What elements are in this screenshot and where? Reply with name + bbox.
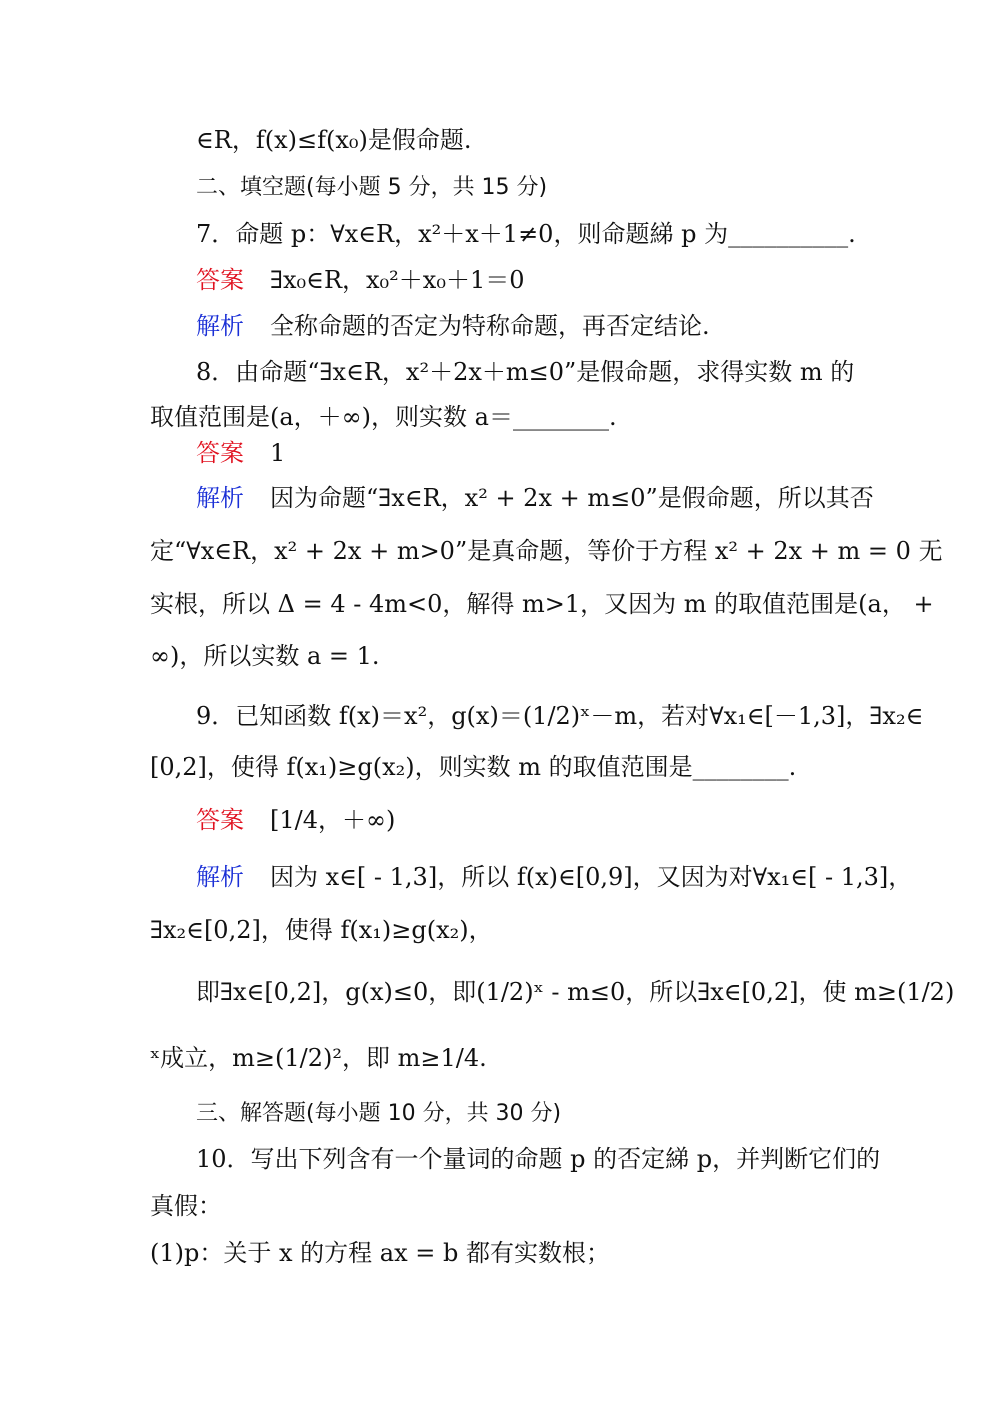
section-heading-solve: 三、解答题(每小题 10 分，共 30 分) xyxy=(196,1101,562,1126)
explanation-label: 解析 xyxy=(196,312,244,340)
explanation-label: 解析 xyxy=(196,863,244,891)
explanation-text: 因为命题“∃x∈R，x² + 2x + m≤0”是假命题，所以其否 xyxy=(270,484,874,512)
explanation-8-line-4: ∞)，所以实数 a = 1. xyxy=(150,642,380,670)
explanation-9-line-4: ˣ成立，m≥(1/2)²，即 m≥1/4. xyxy=(150,1044,487,1072)
explanation-7 xyxy=(196,306,710,346)
answer-9 xyxy=(196,800,395,840)
explanation-text: 因为 x∈[ - 1,3]，所以 f(x)∈[0,9]，又因为对∀x₁∈[ - 1,3]， xyxy=(270,863,913,891)
explanation-8-line-2: 定“∀x∈R，x² + 2x + m>0”是真命题，等价于方程 x² + 2x + m = 0 无 xyxy=(150,537,943,565)
question-8-line-1: 8．由命题“∃x∈R，x²＋2x＋m≤0”是假命题，求得实数 m 的 xyxy=(196,358,855,386)
answer-label: 答案 xyxy=(196,266,244,294)
answer-label: 答案 xyxy=(196,439,244,467)
question-9-line-1: 9．已知函数 f(x)＝x²，g(x)＝(1/2)ˣ－m，若对∀x₁∈[－1,3]，∃x₂∈ xyxy=(196,702,924,730)
explanation-8-line-1 xyxy=(196,478,874,518)
answer-text: ∃x₀∈R，x₀²＋x₀＋1＝0 xyxy=(270,266,525,294)
answer-text: [1/4，＋∞) xyxy=(270,806,396,834)
explanation-label: 解析 xyxy=(196,484,244,512)
explanation-text: 全称命题的否定为特称命题，再否定结论. xyxy=(270,312,710,340)
explanation-9-line-3: 即∃x∈[0,2]，g(x)≤0，即(1/2)ˣ - m≤0，所以∃x∈[0,2]，使 m≥(1/2) xyxy=(196,978,955,1006)
question-9-line-2: [0,2]，使得 f(x₁)≥g(x₂)，则实数 m 的取值范围是________. xyxy=(150,753,797,781)
explanation-9-line-2: ∃x₂∈[0,2]，使得 f(x₁)≥g(x₂)， xyxy=(150,916,493,944)
answer-label: 答案 xyxy=(196,806,244,834)
question-10-line-1: 10．写出下列含有一个量词的命题 p 的否定綈 p，并判断它们的 xyxy=(196,1145,881,1173)
answer-8 xyxy=(196,433,285,473)
question-7: 7．命题 p：∀x∈R，x²＋x＋1≠0，则命题綈 p 为__________. xyxy=(196,220,856,248)
text-line-1: ∈R，f(x)≤f(x₀)是假命题. xyxy=(196,126,472,154)
explanation-8-line-3: 实根，所以 Δ = 4 - 4m<0，解得 m>1，又因为 m 的取值范围是(a， + xyxy=(150,590,934,618)
section-heading-fill-in: 二、填空题(每小题 5 分，共 15 分) xyxy=(196,175,548,200)
question-8-line-2: 取值范围是(a，＋∞)，则实数 a＝________. xyxy=(150,403,617,431)
question-10-line-2: 真假： xyxy=(150,1192,222,1220)
explanation-9-line-1 xyxy=(196,857,912,897)
question-10-part-1: (1)p：关于 x 的方程 ax = b 都有实数根； xyxy=(150,1239,610,1267)
answer-7 xyxy=(196,260,524,300)
answer-text: 1 xyxy=(270,439,286,467)
